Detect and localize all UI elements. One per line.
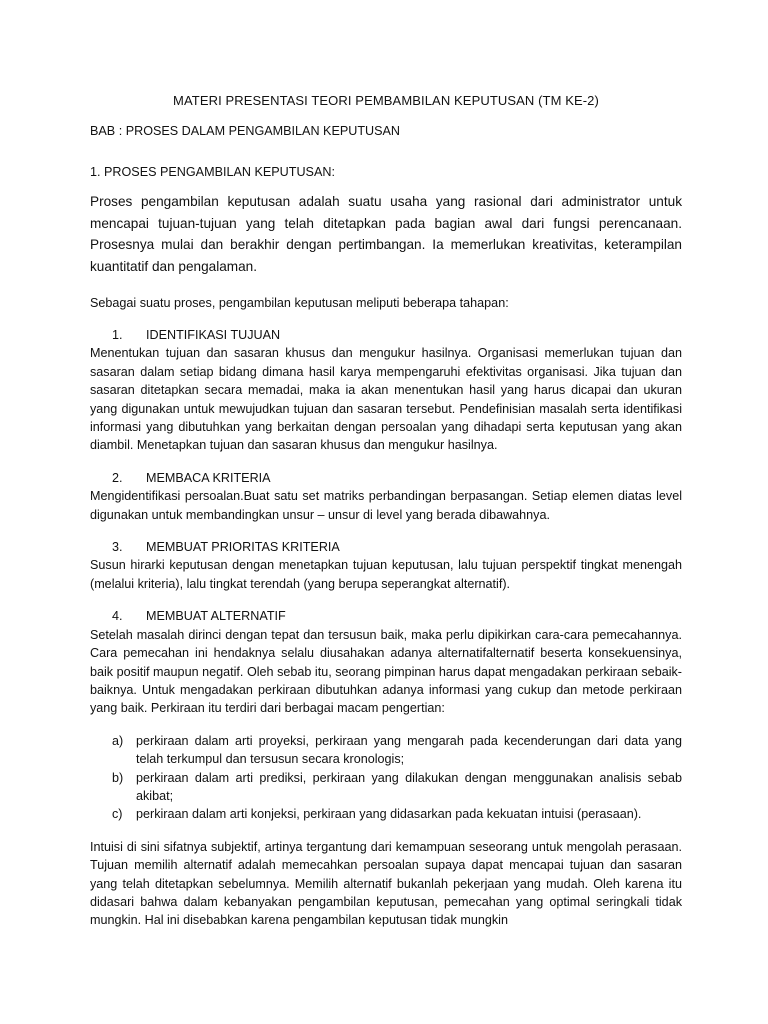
closing-paragraph: Intuisi di sini sifatnya subjektif, artinya tergantung dari kemampuan seseorang untuk mengolah perasaan. Tujuan memilih alternatif adalah memecahkan persoalan supaya dapat mencapai tujuan dan sasaran yang telah ditetapkan sebelumnya. Memilih alternatif bukanlah pekerjaan yang mudah. Oleh karena itu didasari bahwa dalam kebanyakan pengambilan keputusan, pemecahan yang optimal seringkali tidak mungkin. Hal ini disebabkan karena pengambilan keputusan tidak mungkin bbox=[90, 839, 682, 928]
step-title: MEMBACA KRITERIA bbox=[146, 470, 271, 485]
intro-paragraph: Proses pengambilan keputusan adalah suatu usaha yang rasional dari administrator untuk mencapai tujuan-tujuan yang telah ditetapkan pada bagian awal dari fungsi perencanaan. Prosesnya mulai dan berakhir dengan pertimbangan. Ia memerlukan kreativitas, keterampilan kuantitatif dan pengalaman. bbox=[90, 194, 682, 274]
lead-paragraph: Sebagai suatu proses, pengambilan keputusan meliputi beberapa tahapan: bbox=[90, 295, 509, 310]
step-body-2: Mengidentifikasi persoalan.Buat satu set matriks perbandingan berpasangan. Setiap elemen diatas level digunakan untuk membandingkan unsur – unsur di level yang berada dibawahnya. bbox=[90, 489, 682, 522]
step-heading-2 bbox=[90, 469, 682, 487]
list-marker: a) bbox=[112, 733, 124, 748]
estimation-list bbox=[90, 732, 682, 824]
step-title: MEMBUAT ALTERNATIF bbox=[146, 609, 286, 624]
step-body-3: Susun hirarki keputusan dengan menetapkan tujuan keputusan, lalu tujuan perspektif tingkat menengah (melalui kriteria), lalu tingkat terendah (yang berupa seperangkat alternatif). bbox=[90, 558, 682, 591]
list-item-text: perkiraan dalam arti prediksi, perkiraan yang dilakukan dengan menggunakan analisis sebab akibat; bbox=[136, 770, 682, 803]
step-body-1: Menentukan tujuan dan sasaran khusus dan mengukur hasilnya. Organisasi memerlukan tujuan dan sasaran dalam setiap bidang dimana hasil karya mempengaruhi efektivitas organisasi. Jika tujuan dan sasaran ditetapkan secara memadai, maka ia akan menentukan hasil yang harus dicapai dan ukuran yang digunakan untuk mewujudkan tujuan dan sasaran tersebut. Pendefinisian masalah serta identifikasi informasi yang dibutuhkan yang berkaitan dengan persoalan yang dihadapi serta keputusan yang akan diambil. Menetapkan tujuan dan sasaran khusus dan mengukur hasilnya. bbox=[90, 346, 682, 453]
list-marker: b) bbox=[112, 770, 124, 785]
step-heading-3 bbox=[90, 538, 682, 556]
list-item bbox=[90, 805, 682, 823]
step-title: MEMBUAT PRIORITAS KRITERIA bbox=[146, 540, 340, 555]
step-number: 4. bbox=[112, 609, 123, 624]
list-item bbox=[90, 732, 682, 769]
step-title: IDENTIFIKASI TUJUAN bbox=[146, 328, 281, 342]
chapter-heading: BAB : PROSES DALAM PENGAMBILAN KEPUTUSAN bbox=[90, 124, 401, 139]
step-number: 3. bbox=[112, 540, 123, 555]
list-marker: c) bbox=[112, 807, 123, 822]
step-heading-1 bbox=[90, 326, 682, 344]
page-title: MATERI PRESENTASI TEORI PEMBAMBILAN KEPUTUSAN (TM KE-2) bbox=[173, 93, 599, 108]
section-heading: 1. PROSES PENGAMBILAN KEPUTUSAN: bbox=[90, 164, 335, 179]
step-number: 2. bbox=[112, 470, 123, 485]
step-heading-4 bbox=[90, 607, 682, 625]
list-item bbox=[90, 769, 682, 806]
list-item-text: perkiraan dalam arti konjeksi, perkiraan yang didasarkan pada kekuatan intuisi (perasaan). bbox=[136, 807, 642, 822]
step-body-4: Setelah masalah dirinci dengan tepat dan tersusun baik, maka perlu dipikirkan cara-cara pemecahannya. Cara pemecahan ini hendaknya selalu diusahakan adanya alternatifalternatif beserta konsekuensinya, baik positif maupun negatif. Oleh sebab itu, seorang pimpinan harus dapat mengadakan perkiraan sebaik-baiknya. Untuk mengadakan perkiraan dibutuhkan adanya informasi yang cukup dan metode perkiraan yang baik. Perkiraan itu terdiri dari berbagai macam pengertian: bbox=[90, 627, 682, 716]
step-number: 1. bbox=[112, 328, 123, 342]
list-item-text: perkiraan dalam arti proyeksi, perkiraan yang mengarah pada kecenderungan dari data yang telah terkumpul dan tersusun secara kronologis; bbox=[136, 733, 682, 767]
